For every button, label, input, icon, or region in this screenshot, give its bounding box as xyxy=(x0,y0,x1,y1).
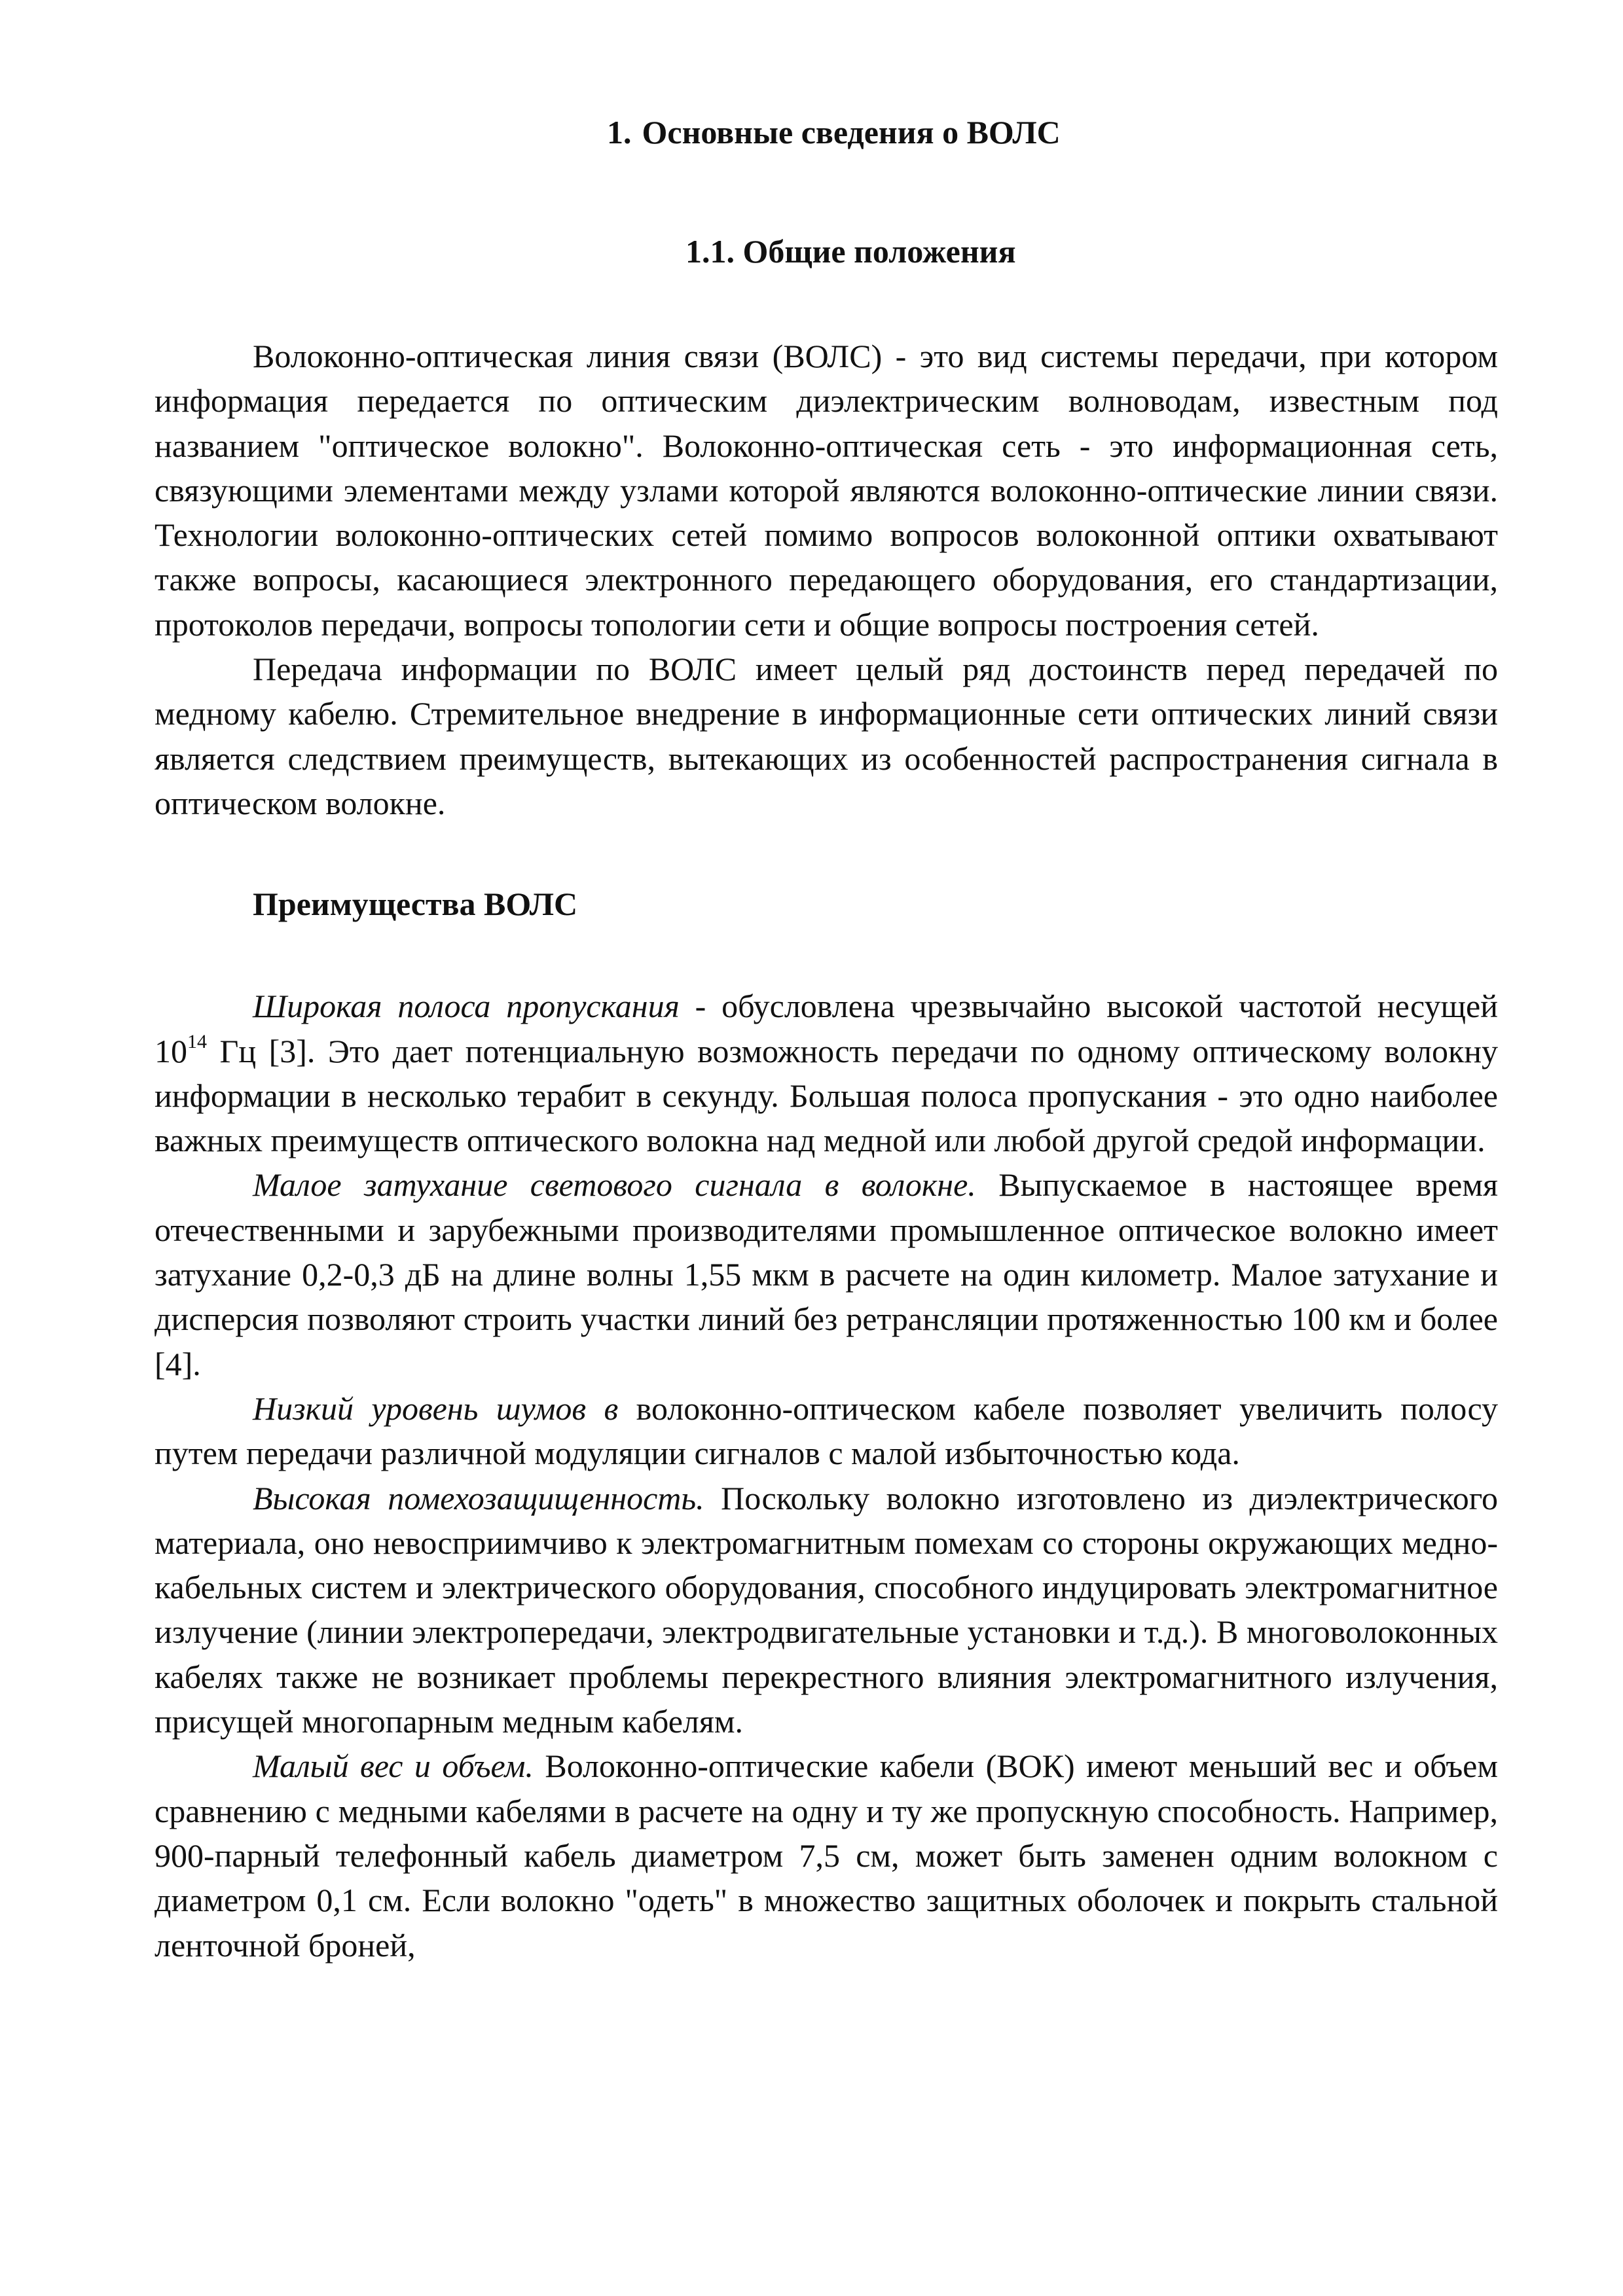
advantage-paragraph-weight xyxy=(155,1744,1498,1967)
exponent: 14 xyxy=(187,1030,207,1052)
section-number: 1. xyxy=(607,114,632,151)
advantage-text: Гц [3]. Это дает потенциальную возможность передачи по одному оптическому волокну информации в несколько терабит в секунду. Большая полоса пропускания - это одно наиболее важных преимуществ оптического волокна над медной или любой другой средой информации. xyxy=(155,1032,1498,1159)
advantage-paragraph-attenuation xyxy=(155,1162,1498,1386)
section-heading xyxy=(155,113,1498,152)
advantage-text: Выпускаемое в настоящее время отечественными и зарубежными производителями промышленное оптическое волокно имеет затухание 0,2-0,3 дБ на длине волны 1,55 мкм в расчете на один километр. Малое затухание и дисперсия позволяют строить участки линий без ретрансляции протяженностью 100 км и более [4]. xyxy=(155,1166,1498,1382)
advantage-paragraph-bandwidth xyxy=(155,984,1498,1162)
advantage-text: волоконно-оптическом кабеле позволяет увеличить полосу путем передачи различной модуляции сигналов с малой избыточностью кода. xyxy=(155,1390,1498,1472)
advantage-text: - обусловлена чрезвычайно высокой частотой несущей 10 xyxy=(155,988,1498,1069)
advantage-lead: Малый вес и объем. xyxy=(253,1748,534,1785)
advantage-text: Волоконно-оптические кабели (ВОК) имеют меньший вес и объем сравнению с медными кабелями в расчете на одну и ту же пропускную способность. Например, 900-парный телефонный кабель диаметром 7,5 см, может быть заменен одним волокном с диаметром 0,1 см. Если волокно "одеть" в множество защитных оболочек и покрыть стальной ленточной броней, xyxy=(155,1748,1498,1964)
advantages-heading: Преимущества ВОЛС xyxy=(253,886,578,923)
advantage-lead: Малое затухание светового сигнала в волокне. xyxy=(253,1166,976,1204)
advantage-paragraph-noise xyxy=(155,1386,1498,1476)
section-title: Основные сведения о ВОЛС xyxy=(642,114,1061,151)
subsection-heading: 1.1. Общие положения xyxy=(685,233,1016,270)
advantage-lead: Высокая помехозащищенность. xyxy=(253,1479,704,1516)
document-page xyxy=(155,98,1498,1967)
intro-paragraph: Волоконно-оптическая линия связи (ВОЛС) - это вид системы передачи, при котором информация передается по оптическим диэлектрическим волноводам, известным под названием "оптическое волокно". Волоконно-оптическая сеть - это информационная сеть, связующими элементами между узлами которой являются волоконно-оптические линии связи. Технологии волоконно-оптических сетей помимо вопросов волоконной оптики охватывают также вопросы, касающиеся электронного передающего оборудования, его стандартизации, протоколов передачи, вопросы топологии сети и общие вопросы построения сетей. xyxy=(155,338,1498,643)
advantage-text: Поскольку волокно изготовлено из диэлектрического материала, оно невосприимчиво к электромагнитным помехам со стороны окружающих медно-кабельных систем и электрического оборудования, способного индуцировать электромагнитное излучение (линии электропередачи, электродвигательные установки и т.д.). В многоволоконных кабелях также не возникает проблемы перекрестного влияния электромагнитного излучения, присущей многопарным медным кабелям. xyxy=(155,1479,1498,1740)
advantage-lead: Широкая полоса пропускания xyxy=(253,988,680,1025)
advantage-paragraph-immunity xyxy=(155,1476,1498,1744)
advantage-lead: Низкий уровень шумов в xyxy=(253,1390,619,1427)
intro-paragraph: Передача информации по ВОЛС имеет целый ряд достоинств перед передачей по медному кабелю. Стремительное внедрение в информационные сети оптических линий связи является следствием преимуществ, вытекающих из особенностей распространения сигнала в оптическом волокне. xyxy=(155,651,1498,821)
